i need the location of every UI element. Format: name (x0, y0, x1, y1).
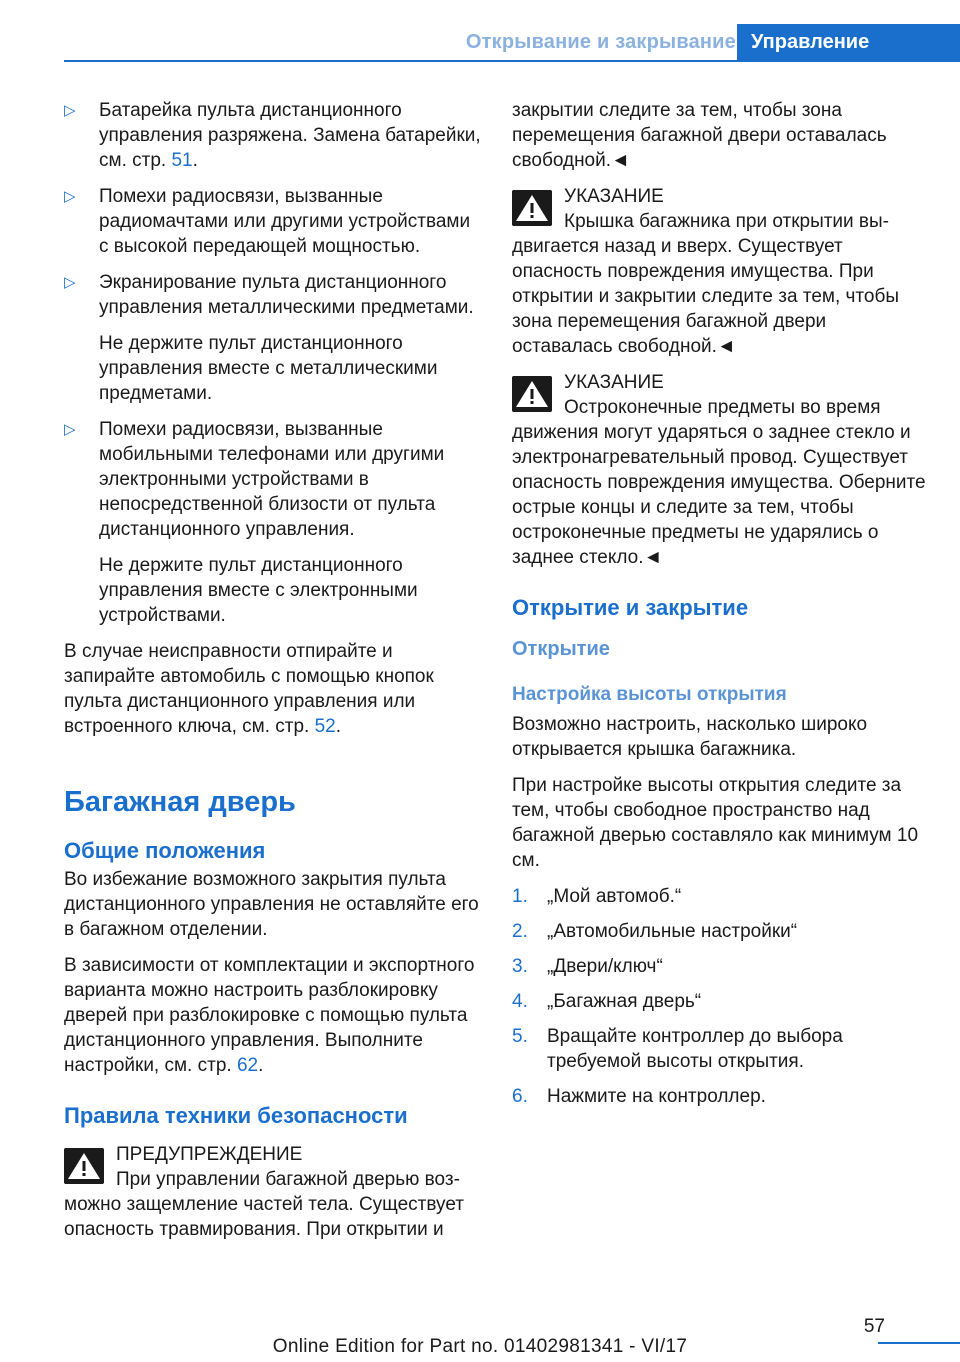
warning-icon (512, 376, 552, 412)
step-text: Вращайте контроллер до выбора требуемой высоты открытия. (547, 1026, 843, 1072)
list-item-text: Экранирование пульта дистанционного управления металлическими предметами. (99, 272, 474, 318)
warning-box (64, 1142, 484, 1242)
list-item (64, 417, 484, 542)
header-chapter-tab: Управление (737, 24, 960, 61)
page-reference-link[interactable]: 62 (236, 1055, 259, 1076)
list-item-text: Помехи радиосвязи, вызванные радиомачтами или другими устройствами с высокой передающей мощностью. (99, 186, 471, 257)
triangle-bullet-icon: ▷ (64, 102, 76, 119)
step-number: 4. (512, 991, 528, 1012)
paragraph-text-tail: . (335, 716, 342, 737)
step-item (512, 954, 926, 979)
notice-title: УКАЗАНИЕ (564, 372, 664, 393)
step-item (512, 1084, 926, 1109)
warning-text-first-line: При управлении багажной дверью воз- (116, 1169, 460, 1190)
page-reference-link[interactable]: 52 (314, 716, 336, 737)
step-text: „Автомобильные настройки“ (547, 921, 798, 942)
warning-title: ПРЕДУПРЕЖДЕНИЕ (116, 1144, 303, 1165)
subsection-heading: Правила техники безопасности (64, 1103, 408, 1128)
paragraph-text: В зависимости от комплектации и экспортного варианта можно настроить разблокировку дверей при разблокировке с помощью пульта дистанционного управления. Выполните настройки, см. стр. (64, 955, 475, 1076)
subsection-heading: Открытие и закрытие (512, 595, 749, 620)
step-number: 6. (512, 1086, 528, 1107)
notice-box (512, 370, 926, 570)
list-item (64, 184, 484, 259)
step-text: „Мой автомоб.“ (547, 886, 682, 907)
list-item-text-tail: . (192, 150, 198, 171)
notice-text-first-line: Крышка багажника при открытии вы- (564, 211, 890, 232)
step-text: „Двери/ключ“ (547, 956, 663, 977)
right-column (512, 98, 926, 1119)
warning-icon (64, 1148, 104, 1184)
paragraph-text-tail: . (258, 1055, 264, 1076)
step-number: 3. (512, 956, 528, 977)
list-item-note: Не держите пульт дистанционного управления вместе с электронными устройствами. (99, 555, 418, 626)
list-item (64, 270, 484, 320)
warning-continuation: закрытии следите за тем, чтобы зона перемещения багажной двери оставалась свободной.◄ (512, 100, 887, 171)
notice-text: движения могут ударяться о заднее стекло и электронагревательный провод. Существует опасность повреждения имущества. Оберните острые концы и следите за тем, чтобы остроконечные предметы не ударялись о заднее стекло.◄ (512, 422, 926, 568)
triangle-bullet-icon: ▷ (64, 421, 76, 438)
warning-text: можно защемление частей тела. Существует опасность травмирования. При открытии и (64, 1194, 464, 1240)
list-item-text: Помехи радиосвязи, вызванные мобильными телефонами или другими электронными устройствами в непосредственной близости от пульта дистанционного управления. (99, 419, 445, 540)
triangle-bullet-icon: ▷ (64, 274, 76, 291)
subsubsection-heading: Открытие (512, 638, 610, 660)
step-item (512, 989, 926, 1014)
topic-heading: Настройка высоты открытия (512, 684, 787, 705)
step-number: 5. (512, 1026, 528, 1047)
notice-text: двигается назад и вверх. Существует опасность повреждения имущества. При открытии и закрытии следите за тем, чтобы зона перемещения багажной двери оставалась свободной.◄ (512, 236, 900, 357)
list-item (64, 98, 484, 173)
step-number: 1. (512, 886, 528, 907)
notice-box (512, 184, 926, 359)
edition-footer: Online Edition for Part no. 01402981341 - VI/17 (272, 1336, 688, 1357)
steps-list (512, 884, 926, 1109)
triangle-bullet-icon: ▷ (64, 188, 76, 205)
paragraph: Возможно настроить, насколько широко открывается крышка багажника. (512, 714, 868, 760)
step-item (512, 884, 926, 909)
notice-title: УКАЗАНИЕ (564, 186, 664, 207)
paragraph-text: В случае неисправности отпирайте и запирайте автомобиль с помощью кнопок пульта дистанционного управления или встроенного ключа, см. стр. (64, 641, 434, 737)
section-heading: Багажная дверь (64, 786, 296, 818)
list-item-text: Батарейка пульта дистанционного управления разряжена. Замена батарейки, см. стр. (99, 100, 481, 171)
page-reference-link[interactable]: 51 (171, 150, 193, 171)
left-column (64, 98, 484, 1253)
paragraph-unlock (64, 639, 484, 739)
page-number: 57 (863, 1316, 885, 1337)
notice-text-first-line: Остроконечные предметы во время (564, 397, 881, 418)
step-number: 2. (512, 921, 528, 942)
header-section-title: Открывание и закрывание (465, 31, 736, 53)
step-item (512, 919, 926, 944)
step-text: „Багажная дверь“ (547, 991, 702, 1012)
paragraph: При настройке высоты открытия следите за тем, чтобы свободное пространство над багажной дверью составляло как минимум 10 см. (512, 775, 919, 871)
step-text: Нажмите на контроллер. (547, 1086, 766, 1107)
step-item (512, 1024, 926, 1074)
paragraph: Во избежание возможного закрытия пульта дистанционного управления не оставляйте его в багажном отделении. (64, 869, 479, 940)
list-item-note: Не держите пульт дистанционного управления вместе с металлическими предметами. (99, 333, 438, 404)
warning-icon (512, 190, 552, 226)
paragraph (64, 953, 484, 1078)
subsection-heading: Общие положения (64, 838, 266, 863)
